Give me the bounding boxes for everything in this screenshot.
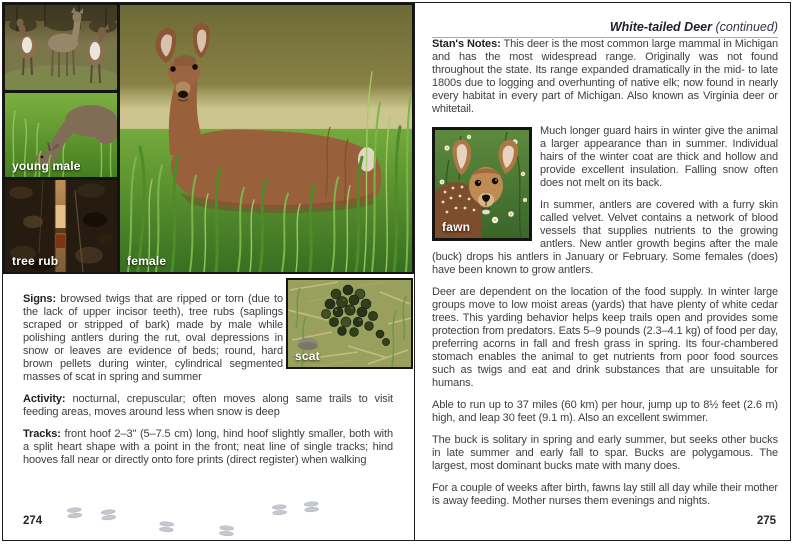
page-right: [414, 2, 791, 541]
tracks-section: [23, 428, 393, 467]
deer-hoof-print-icon: [217, 524, 237, 537]
paragraph-winter-coat: Much longer guard hairs in winter give the animal a larger appearance than in summer. Individual hairs of the winter coat are thick and hollow and provide excellent insulation. Falling snow often does not melt on its back.: [540, 125, 778, 189]
paragraph-food-supply: Deer are dependent on the location of the food supply. In winter large groups move to low moist areas (yards) that have plenty of white cedar trees. This yarding behavior helps keep trails open and provides some protection from predators. Eats 5–9 pounds (2.3–4.1 kg) of food per day, preferring acorns in fall and fresh grass in spring. Its four-chambered stomach enables the animal to get nutrients from poor food sources such as twigs and eat and drink substances that are unsuitable for humans.: [432, 286, 778, 389]
page-number-right: 275: [756, 515, 776, 527]
page-left: [2, 2, 415, 541]
deer-hoof-print-icon: [157, 520, 177, 533]
photo-label-female: female: [127, 254, 167, 268]
photo-label-fawn: fawn: [442, 220, 471, 234]
paragraph-fawn-care: For a couple of weeks after birth, fawns lay still all day while their mother is away feeding. Mother nurses them evenings and nights.: [432, 482, 778, 507]
photo-female-deer: [120, 5, 412, 272]
stans-notes-text: This deer is the most common large mammal in Michigan and has the most widespread range. Originally was not found throughout the state. Its range expanded dramatically in the mid- to late 1800s due to logging and overhunting of native elk; now found in nearly every habitat in every part of Michigan. Also known as Virginia deer or whitetail.: [432, 38, 778, 115]
signs-heading: Signs:: [23, 293, 57, 305]
species-title: White-tailed Deer: [609, 20, 712, 34]
photo-label-tree-rub: tree rub: [12, 254, 59, 268]
deer-hoof-print-icon: [98, 508, 118, 522]
photo-tree-rub: [5, 180, 117, 272]
tracks-heading: Tracks:: [23, 428, 61, 440]
signs-section: [23, 293, 393, 384]
species-continued: (continued): [715, 20, 778, 34]
activity-section: [23, 393, 393, 419]
photo-collage: [3, 3, 414, 274]
deer-hoof-print-icon: [302, 500, 322, 513]
photo-young-male: [5, 93, 117, 177]
activity-text: nocturnal, crepuscular; often moves along same trails to visit feeding areas, moves around less when snow is deep: [23, 393, 393, 418]
left-text-column: [23, 293, 393, 476]
photo-deer-herd: [5, 5, 117, 90]
female-deer-illustration: [120, 5, 412, 272]
photo-label-scat: scat: [295, 349, 320, 363]
species-header: [432, 20, 778, 38]
photo-label-young-male: young male: [12, 159, 81, 173]
tracks-text: front hoof 2–3" (5–7.5 cm) long, hind hoof slightly smaller, both with a split heart shape with a point in the front; neat line of single tracks; hind hooves fall near or directly onto fore prints (direct register) when walking: [23, 428, 393, 466]
deer-hoof-print-icon: [270, 503, 290, 516]
scat-photo-spacer: [283, 293, 393, 371]
photo-fawn: [432, 127, 532, 241]
deer-hoof-print-icon: [64, 506, 84, 520]
page-number-left: 274: [23, 515, 43, 527]
stans-notes-paragraph: [432, 38, 778, 116]
deer-herd-illustration: [5, 5, 117, 90]
paragraph-antlers: In summer, antlers are covered with a furry skin called velvet. Velvet contains a network of blood vessels that supplies nutrients to the growing antlers. New antler growth begins after the male (buck) drops his antlers in January or February. Some females (does) have been known to grow antlers.: [432, 199, 778, 276]
activity-heading: Activity:: [23, 393, 66, 405]
signs-text: browsed twigs that are ripped or torn (due to the lack of upper incisor teeth), tree rubs (saplings scraped or stripped of bark) made by male while polishing antlers during the rut, oval depressions in snow or leaves are evidence of beds; round, hard brown pellets during winter, cylindrical segmented masses of scat in spring and summer: [23, 293, 283, 383]
paragraph-speed: Able to run up to 37 miles (60 km) per hour, jump up to 8½ feet (2.6 m) high, and leap 30 feet (9.1 m). Also an excellent swimmer.: [432, 399, 778, 424]
stans-notes-heading: Stan's Notes:: [432, 38, 501, 50]
paragraph-buck-behavior: The buck is solitary in spring and early summer, but seeks other bucks in late summer and early fall to spar. Bucks are polygamous. The largest, most dominant bucks mate with many does.: [432, 434, 778, 472]
